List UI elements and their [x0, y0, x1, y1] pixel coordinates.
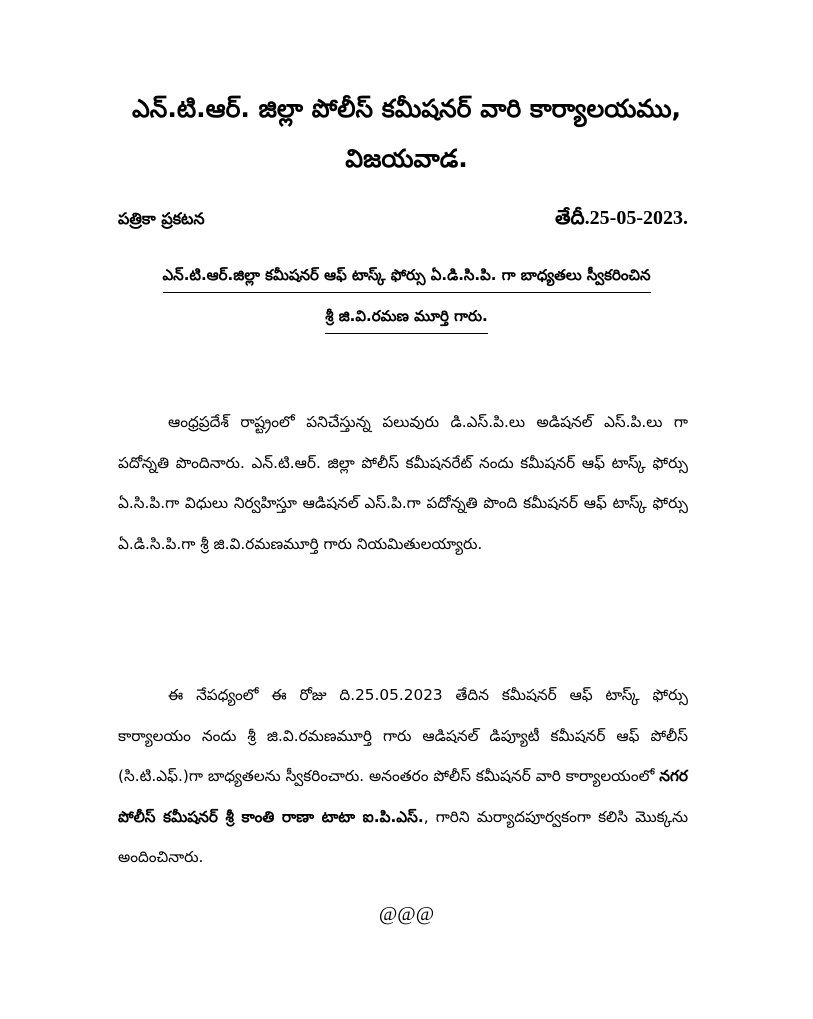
office-title: ఎన్.టి.ఆర్. జిల్లా పోలీస్ కమీషనర్ వారి కార్యాలయము,	[132, 94, 681, 123]
paragraph-1-text: ఆంధ్రప్రదేశ్ రాష్ట్రంలో పనిచేస్తున్న పలువురు డి.ఎస్.పి.లు అడిషనల్ ఎస్.పి.లు గా పదోన్నతి పొందినారు. ఎన్.టి.ఆర్. జిల్లా పోలీస్ కమీషనరేట్ నందు కమీషనర్ ఆఫ్ టాస్క్ ఫోర్సు ఏ.సి.పి.గా విధులు నిర్వహిస్తూ ఆడిషనల్ ఎస్.పి.గా పదోన్నతి పొంది కమీషనర్ ఆఫ్ టాస్క్ ఫోర్సు ఏ.డి.సి.పి.గా శ్రీ జి.వి.రమణమూర్తి గారు నియమితులయ్యారు.	[118, 413, 688, 553]
paragraph-2-text-end: , గారిని మర్యాదపూర్వకంగా కలిసి మొక్కను అందించినారు.	[118, 807, 688, 866]
office-city: విజయవాడ.	[345, 144, 468, 173]
commissioner-name-bold: నగర పోలీస్ కమీషనర్ శ్రీ కాంతి రాణా టాటా ఐ.పి.ఎస్.	[118, 767, 688, 826]
subject-line-2	[110, 303, 703, 334]
body-paragraph-1	[118, 402, 688, 564]
subject-text-1: ఎన్.టి.ఆర్.జిల్లా కమీషనర్ ఆఫ్ టాస్క్ ఫోర్సు ఏ.డి.సి.పి. గా బాధ్యతలు స్వీకరించిన	[163, 262, 651, 293]
body-paragraph-2	[118, 675, 688, 878]
press-release-label: పత్రికా ప్రకటన	[118, 209, 205, 228]
release-date: తేదీ.25-05-2023.	[554, 207, 688, 229]
subject-text-2: శ్రీ జి.వి.రమణ మూర్తి గారు.	[325, 303, 487, 334]
end-mark: @@@	[378, 903, 435, 925]
paragraph-2-text-start: ఈ నేపధ్యంలో ఈ రోజు ది.25.05.2023 తేదిన కమీషనర్ ఆఫ్ టాస్క్ ఫోర్సు కార్యాలయం నందు శ్రీ జి.వి.రమణమూర్తి గారు ఆడిషనల్ డిప్యూటీ కమీషనర్ ఆఫ్ పోలీస్ (సి.టి.ఎఫ్.)గా బాధ్యతలను స్వీకరించారు. అనంతరం పోలీస్ కమీషనర్ వారి కార్యాలయంలో	[118, 686, 688, 785]
subject-line-1	[110, 262, 703, 293]
